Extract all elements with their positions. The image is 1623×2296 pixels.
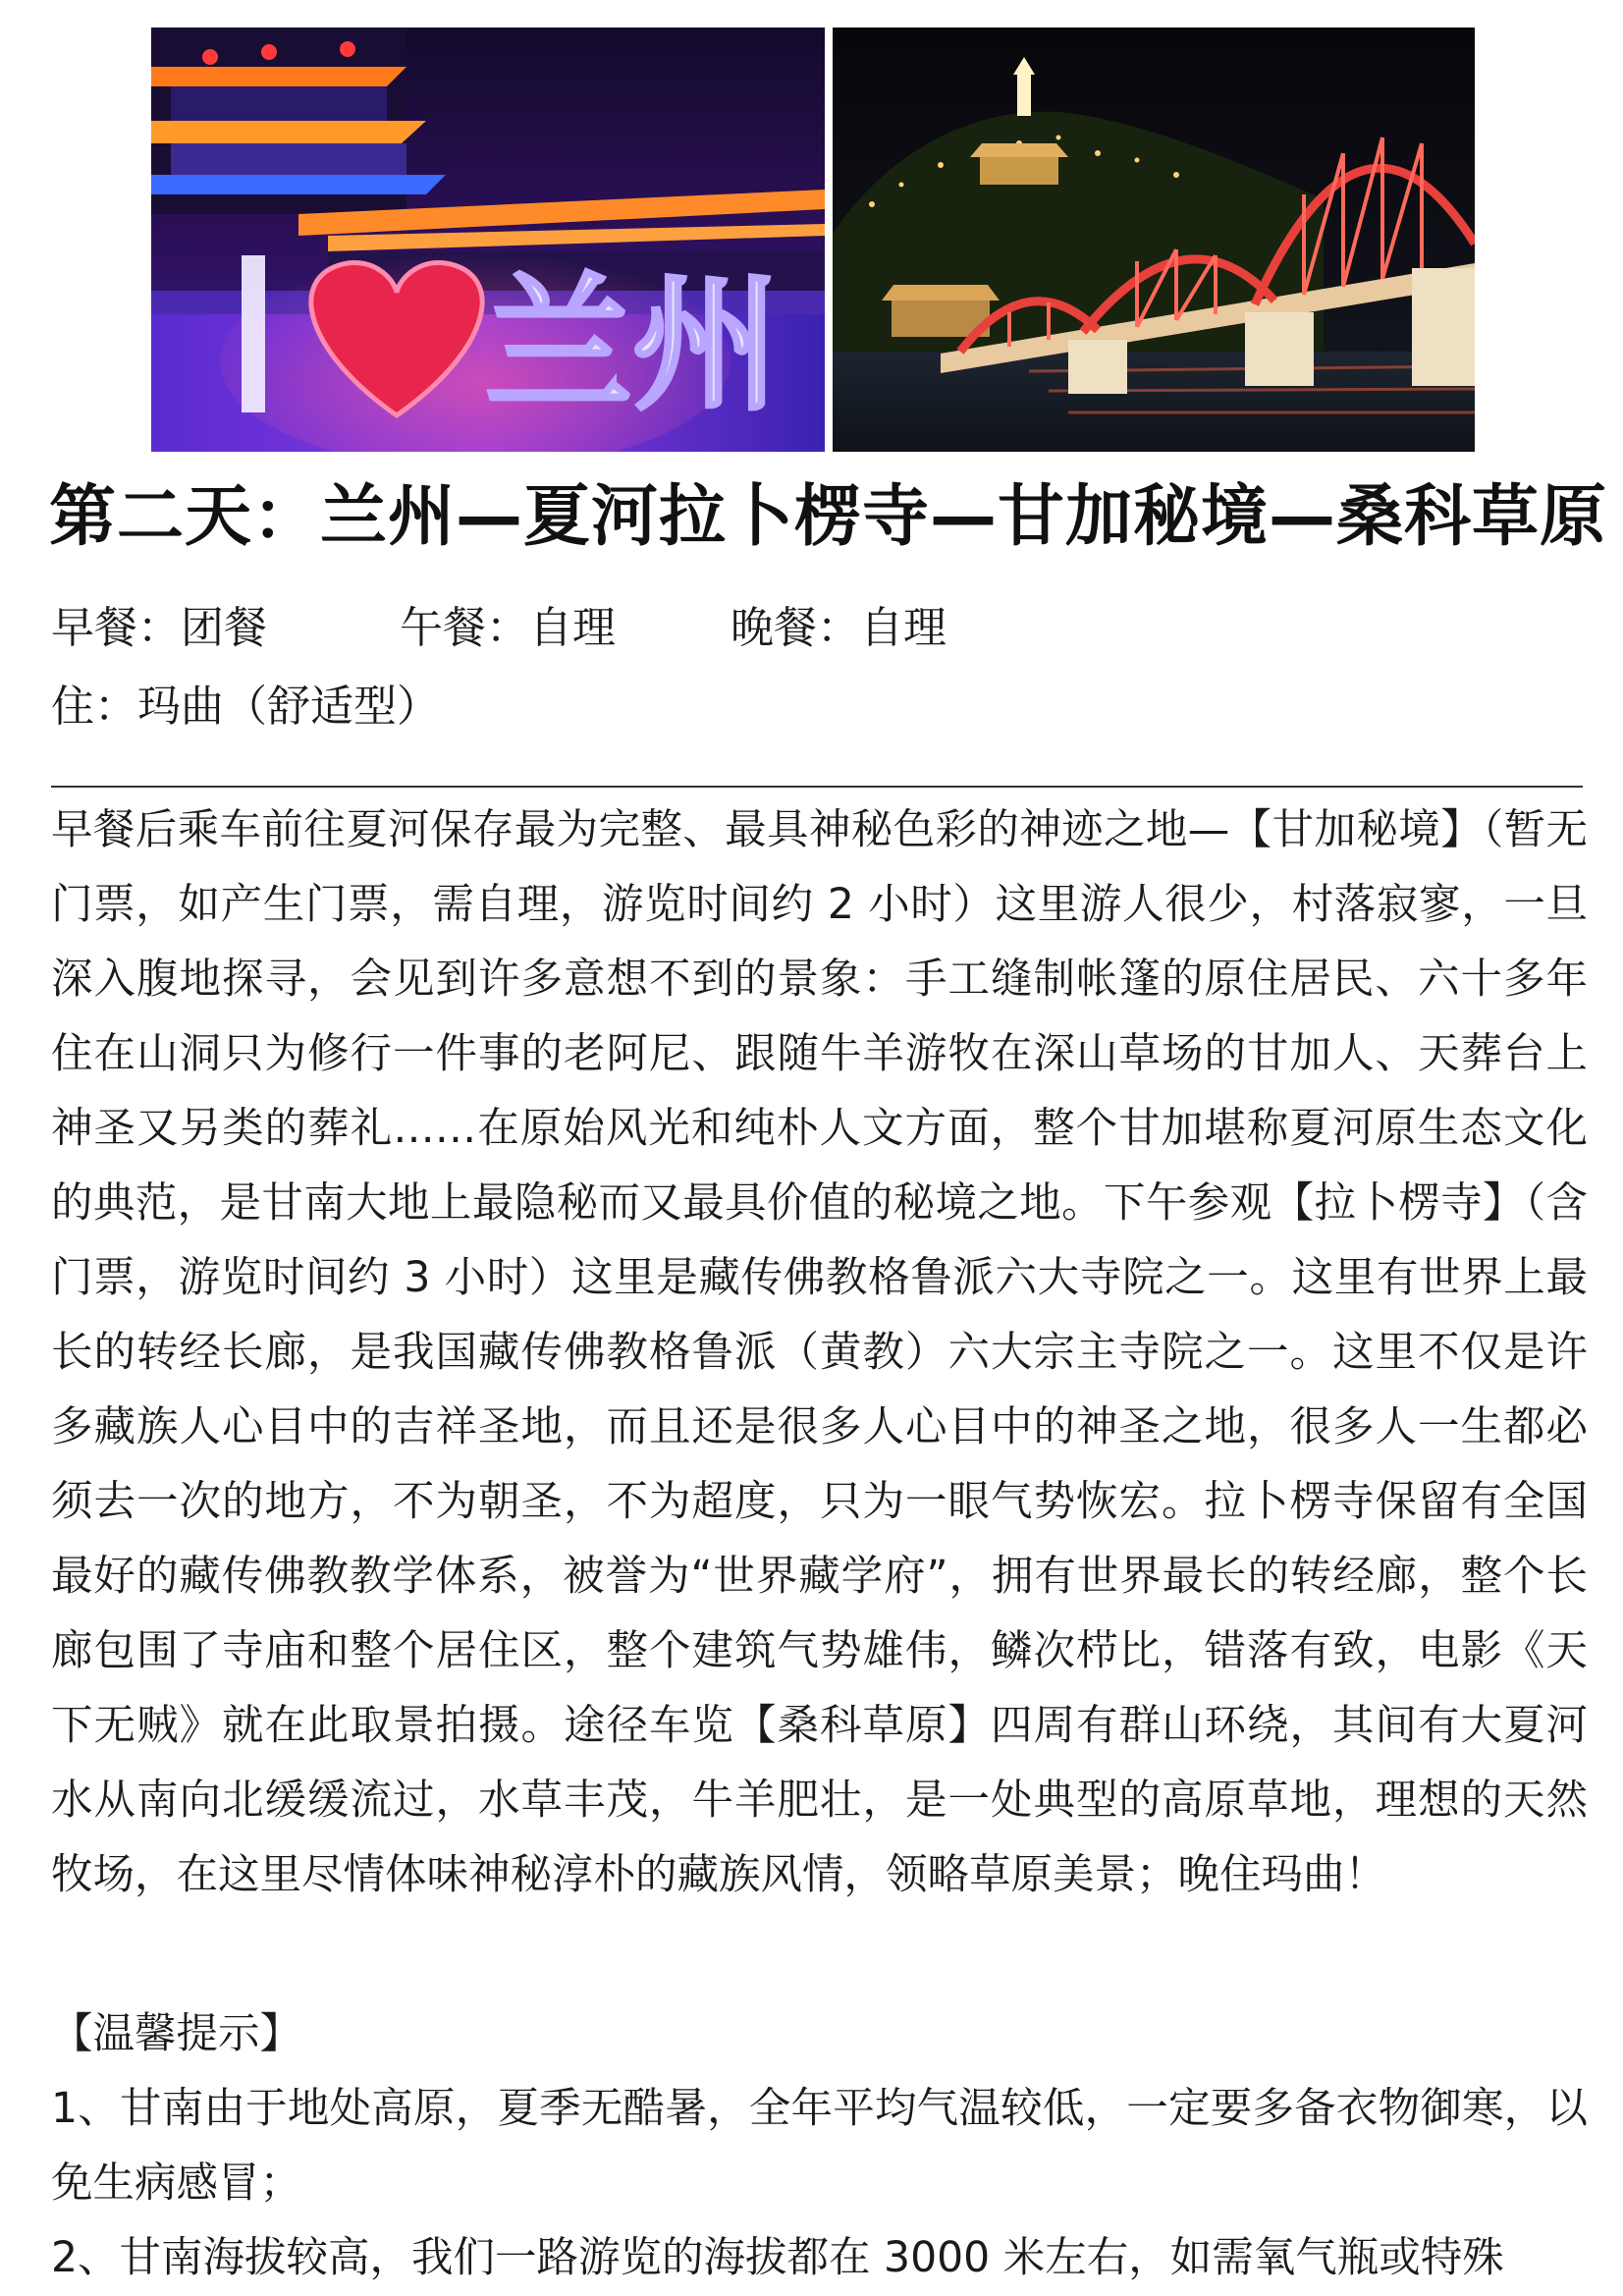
lodging-label: 住：玛曲（舒适型） [51, 682, 440, 732]
dinner-label: 晚餐：自理 [730, 603, 947, 653]
i-love-lanzhou-night-photo [151, 27, 825, 452]
day-title: 第二天：兰州—夏河拉卜楞寺—甘加秘境—桑科草原 [49, 478, 1608, 556]
divider [51, 786, 1583, 788]
tip-item: 1、甘南由于地处高原，夏季无酷暑，全年平均气温较低，一定要多备衣物御寒，以免生病感冒； [51, 2085, 1588, 2208]
photo-strip [151, 27, 1475, 452]
description-paragraph: 早餐后乘车前往夏河保存最为完整、最具神秘色彩的神迹之地—【甘加秘境】（暂无门票，如产生门票，需自理，游览时间约 2 小时）这里游人很少，村落寂寥，一旦深入腹地探寻，会见到许多意想不到的景象：手工缝制帐篷的原住居民、六十多年住在山洞只为修行一件事的老阿尼、跟随牛羊游牧在深山草场的甘加人、天葬台上神圣又另类的葬礼……在原始风光和纯朴人文方面，整个甘加堪称夏河原生态文化的典范，是甘南大地上最隐秘而又最具价值的秘境之地。下午参观【拉卜楞寺】（含门票，游览时间约 3 小时）这里是藏传佛教格鲁派六大寺院之一。这里有世界上最长的转经长廊，是我国藏传佛教格鲁派（黄教）六大宗主寺院之一。这里不仅是许多藏族人心目中的吉祥圣地，而且还是很多人心目中的神圣之地，很多人一生都必须去一次的地方，不为朝圣，不为超度，只为一眼气势恢宏。拉卜楞寺保留有全国最好的藏传佛教教学体系，被誉为“世界藏学府”，拥有世界最长的转经廊，整个长廊包围了寺庙和整个居住区，整个建筑气势雄伟，鳞次栉比，错落有致，电影《天下无贼》就在此取景拍摄。途径车览【桑科草原】四周有群山环绕，其间有大夏河水从南向北缓缓流过，水草丰茂，牛羊肥壮，是一处典型的高原草地，理想的天然牧场，在这里尽情体味神秘淳朴的藏族风情，领略草原美景；晚住玛曲！ [51, 806, 1588, 1899]
tips-heading: 【温馨提示】 [51, 2010, 302, 2058]
svg-text:兰州: 兰州 [484, 260, 781, 431]
itinerary-description [51, 793, 1588, 1913]
zhongshan-bridge-night-photo [833, 27, 1475, 452]
lunch-label: 午餐：自理 [400, 603, 616, 653]
breakfast-label: 早餐：团餐 [51, 603, 267, 653]
tip-item: 2、甘南海拔较高，我们一路游览的海拔都在 3000 米左右，如需氧气瓶或特殊 [51, 2234, 1504, 2282]
